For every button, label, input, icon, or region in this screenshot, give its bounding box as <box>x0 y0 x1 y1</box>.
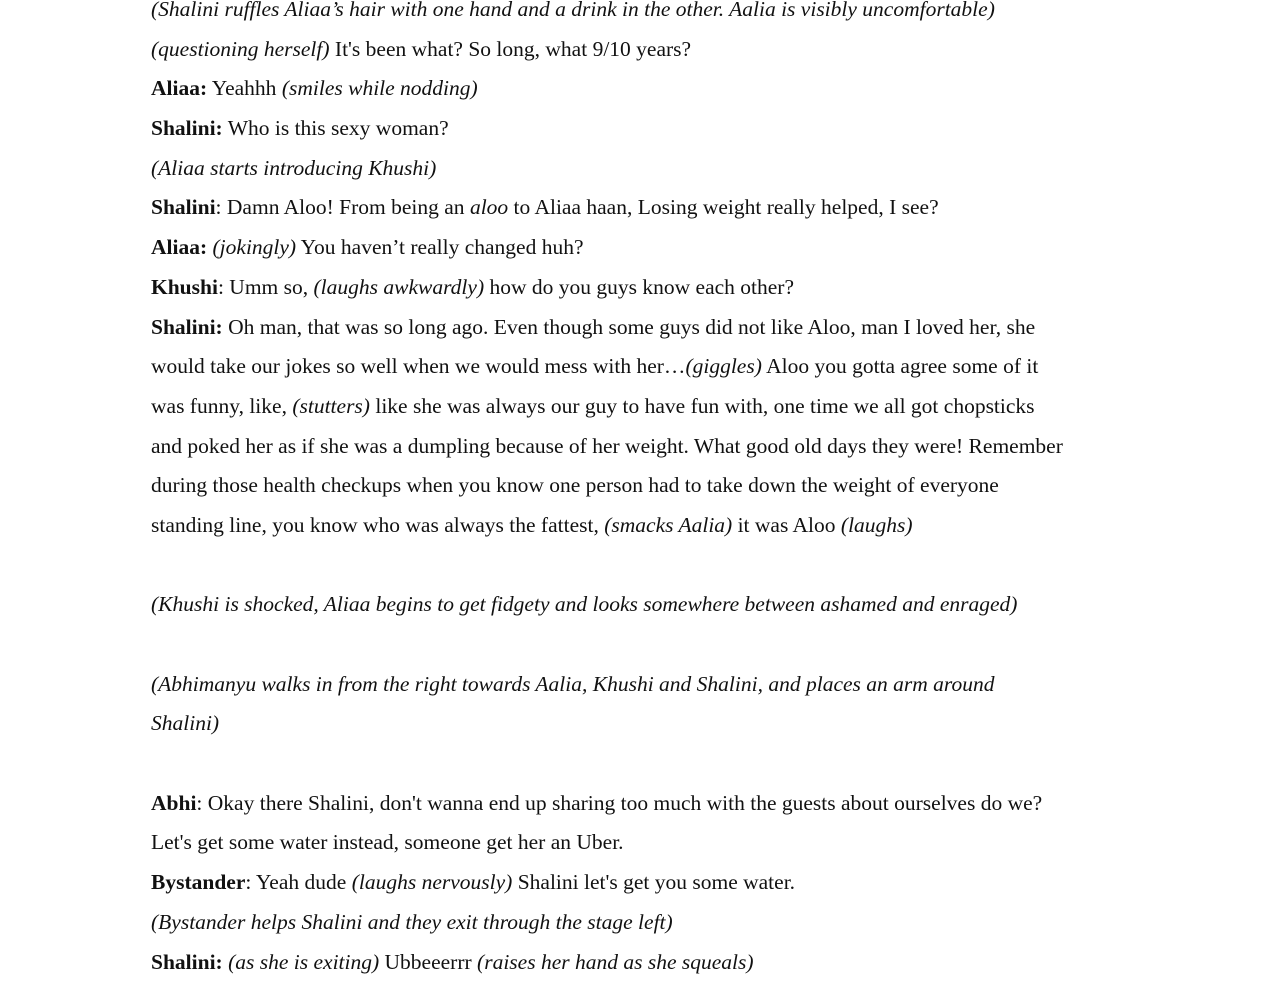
script-line <box>151 704 1151 744</box>
script-line <box>151 506 1151 546</box>
stage-direction: (laughs nervously) <box>351 870 513 895</box>
stage-direction: (smiles while nodding) <box>281 76 478 101</box>
dialogue-text: it was Aloo <box>732 512 841 537</box>
script-line <box>151 585 1151 625</box>
script-line <box>151 347 1151 387</box>
speaker-name: Shalini: <box>151 116 223 141</box>
stage-direction: (as she is exiting) <box>228 949 380 974</box>
speaker-name: Bystander <box>151 870 246 895</box>
dialogue-text: would take our jokes so well when we would mess with her… <box>151 354 686 379</box>
stage-direction: aloo <box>469 195 509 220</box>
dialogue-text: : Umm so, <box>217 274 314 299</box>
dialogue-text: like she was always our guy to have fun with, one time we all got chopsticks <box>369 393 1035 418</box>
blank-line <box>151 546 1151 586</box>
dialogue-text: to Aliaa haan, Losing weight really helped, I see? <box>508 195 939 220</box>
script-line <box>151 149 1151 189</box>
dialogue-text: Oh man, that was so long ago. Even though some guys did not like Aloo, man I loved her, she <box>222 314 1036 339</box>
speaker-name: Shalini <box>151 195 216 220</box>
script-line <box>151 268 1151 308</box>
script-line <box>151 387 1151 427</box>
script-line <box>151 903 1151 943</box>
dialogue-text: Ubbeeerrr <box>379 949 478 974</box>
stage-direction: (giggles) <box>685 354 762 379</box>
script-line <box>151 823 1151 863</box>
dialogue-text: and poked her as if she was a dumpling because of her weight. What good old days they were! Remember <box>151 433 1063 458</box>
speaker-name: Aliaa: <box>151 76 208 101</box>
stage-direction: (laughs awkwardly) <box>313 274 485 299</box>
dialogue-text: was funny, like, <box>151 393 293 418</box>
dialogue-text: Shalini let's get you some water. <box>512 870 796 895</box>
blank-line <box>151 744 1151 784</box>
dialogue-text: during those health checkups when you know one person had to take down the weight of everyone <box>151 473 999 498</box>
script-line <box>151 784 1151 824</box>
dialogue-text: : Damn Aloo! From being an <box>215 195 470 220</box>
blank-line <box>151 625 1151 665</box>
script-line <box>151 0 1151 30</box>
stage-direction: (smacks Aalia) <box>604 512 733 537</box>
speaker-name: Khushi <box>151 274 218 299</box>
script-line <box>151 228 1151 268</box>
dialogue-text: Yeahhh <box>207 76 282 101</box>
dialogue-text: : Yeah dude <box>245 870 352 895</box>
dialogue-text: standing line, you know who was always the fattest, <box>151 512 605 537</box>
stage-direction: (jokingly) <box>212 235 297 260</box>
stage-direction: (questioning herself) <box>151 36 330 61</box>
stage-direction: (laughs) <box>840 512 913 537</box>
speaker-name: Abhi <box>151 790 197 815</box>
stage-direction: (raises her hand as she squeals) <box>477 949 754 974</box>
script-line <box>151 427 1151 467</box>
dialogue-text: : Okay there Shalini, don't wanna end up sharing too much with the guests about ourselves do we? <box>196 790 1043 815</box>
dialogue-text: Aloo you gotta agree some of it <box>761 354 1039 379</box>
dialogue-text: It's been what? So long, what 9/10 years? <box>329 36 692 61</box>
dialogue-text: Who is this sexy woman? <box>222 116 449 141</box>
dialogue-text: how do you guys know each other? <box>484 274 795 299</box>
script-line <box>151 188 1151 228</box>
dialogue-text: You haven’t really changed huh? <box>296 235 584 260</box>
script-line <box>151 665 1151 705</box>
script-line <box>151 30 1151 70</box>
script-line <box>151 863 1151 903</box>
stage-direction: (Aliaa starts introducing Khushi) <box>151 155 437 180</box>
stage-direction: (Shalini ruffles Aliaa’s hair with one hand and a drink in the other. Aalia is visibly uncomfortable) <box>151 0 995 21</box>
script-line <box>151 943 1151 983</box>
speaker-name: Shalini: <box>151 314 223 339</box>
script-line <box>151 466 1151 506</box>
script-line <box>151 69 1151 109</box>
stage-direction: (Bystander helps Shalini and they exit through the stage left) <box>151 909 673 934</box>
stage-direction: Shalini) <box>151 711 220 736</box>
stage-direction: (stutters) <box>292 393 370 418</box>
dialogue-text: Let's get some water instead, someone get her an Uber. <box>151 830 624 855</box>
script-page <box>151 0 1151 982</box>
script-line <box>151 308 1151 348</box>
speaker-name: Aliaa: <box>151 235 208 260</box>
stage-direction: (Khushi is shocked, Aliaa begins to get fidgety and looks somewhere between ashamed and enraged) <box>151 592 1018 617</box>
stage-direction: (Abhimanyu walks in from the right towards Aalia, Khushi and Shalini, and places an arm around <box>151 671 995 696</box>
script-line <box>151 109 1151 149</box>
speaker-name: Shalini: <box>151 949 223 974</box>
